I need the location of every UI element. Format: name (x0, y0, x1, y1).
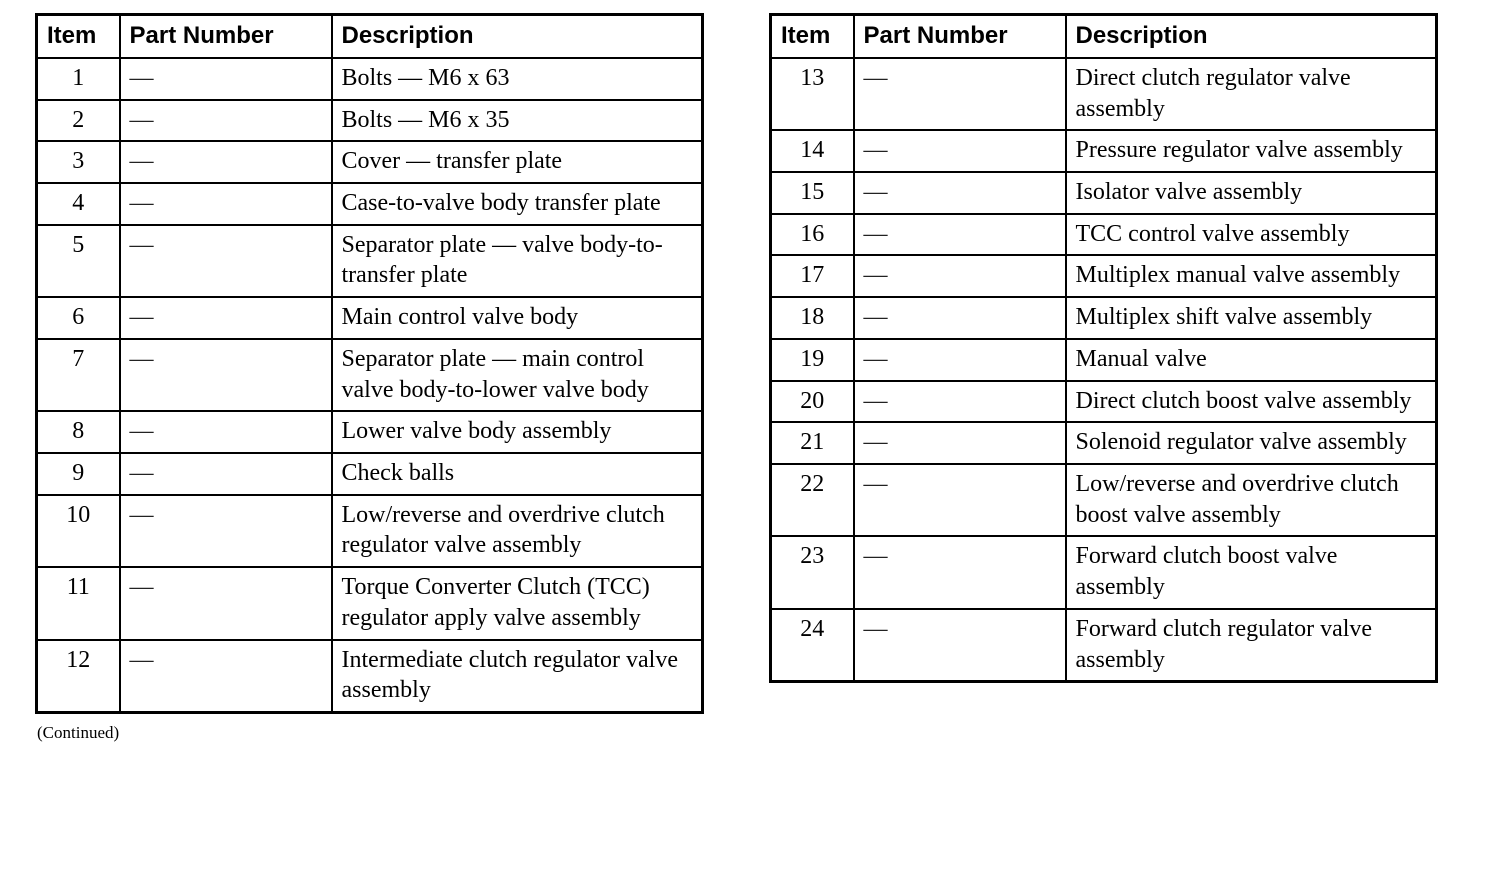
part-number-cell: — (854, 536, 1066, 608)
description-cell: TCC control valve assembly (1066, 214, 1437, 256)
item-cell: 11 (37, 567, 120, 639)
part-number-cell: — (120, 567, 332, 639)
description-cell: Isolator valve assembly (1066, 172, 1437, 214)
item-cell: 14 (771, 130, 854, 172)
table-row (771, 536, 1437, 608)
item-cell: 23 (771, 536, 854, 608)
part-number-cell: — (120, 141, 332, 183)
item-cell: 15 (771, 172, 854, 214)
tables-row (35, 13, 1504, 714)
table-row (771, 214, 1437, 256)
description-cell: Check balls (332, 453, 703, 495)
item-column-header: Item (771, 15, 854, 58)
table-row (37, 495, 703, 567)
item-cell: 6 (37, 297, 120, 339)
description-cell: Pressure regulator valve assembly (1066, 130, 1437, 172)
description-column-header: Description (1066, 15, 1437, 58)
table-row (37, 183, 703, 225)
description-cell: Bolts — M6 x 63 (332, 58, 703, 100)
description-cell: Separator plate — valve body-to-transfer plate (332, 225, 703, 297)
description-cell: Direct clutch boost valve assembly (1066, 381, 1437, 423)
item-cell: 8 (37, 411, 120, 453)
item-cell: 9 (37, 453, 120, 495)
item-cell: 7 (37, 339, 120, 411)
part-number-cell: — (120, 640, 332, 713)
item-cell: 19 (771, 339, 854, 381)
description-cell: Cover — transfer plate (332, 141, 703, 183)
part-number-cell: — (854, 609, 1066, 682)
description-cell: Solenoid regulator valve assembly (1066, 422, 1437, 464)
item-cell: 16 (771, 214, 854, 256)
part-number-cell: — (854, 130, 1066, 172)
continued-label: (Continued) (37, 723, 120, 743)
part-number-cell: — (854, 255, 1066, 297)
item-cell: 20 (771, 381, 854, 423)
part-number-cell: — (854, 58, 1066, 130)
description-column-header: Description (332, 15, 703, 58)
table-row (771, 172, 1437, 214)
description-cell: Multiplex manual valve assembly (1066, 255, 1437, 297)
part-number-cell: — (854, 422, 1066, 464)
item-cell: 18 (771, 297, 854, 339)
part-number-cell: — (120, 339, 332, 411)
part-number-cell: — (120, 495, 332, 567)
item-cell: 17 (771, 255, 854, 297)
item-cell: 1 (37, 58, 120, 100)
description-cell: Forward clutch boost valve assembly (1066, 536, 1437, 608)
item-cell: 24 (771, 609, 854, 682)
part-number-cell: — (120, 58, 332, 100)
item-cell: 12 (37, 640, 120, 713)
description-cell: Main control valve body (332, 297, 703, 339)
item-cell: 5 (37, 225, 120, 297)
table-row (771, 58, 1437, 130)
description-cell: Separator plate — main control valve body-to-lower valve body (332, 339, 703, 411)
description-cell: Forward clutch regulator valve assembly (1066, 609, 1437, 682)
part-number-cell: — (120, 100, 332, 142)
item-cell: 3 (37, 141, 120, 183)
table-row (771, 464, 1437, 536)
part-number-cell: — (854, 464, 1066, 536)
table-row (771, 609, 1437, 682)
part-number-column-header: Part Number (120, 15, 332, 58)
header-row (771, 15, 1437, 58)
item-cell: 21 (771, 422, 854, 464)
table-row (37, 567, 703, 639)
part-number-cell: — (854, 172, 1066, 214)
table-row (771, 381, 1437, 423)
item-column-header: Item (37, 15, 120, 58)
table-row (771, 422, 1437, 464)
part-number-cell: — (854, 297, 1066, 339)
item-cell: 4 (37, 183, 120, 225)
table-row (37, 453, 703, 495)
table-row (37, 339, 703, 411)
item-cell: 22 (771, 464, 854, 536)
item-cell: 13 (771, 58, 854, 130)
part-number-cell: — (120, 225, 332, 297)
table-row (37, 640, 703, 713)
part-number-cell: — (120, 411, 332, 453)
table-row (771, 255, 1437, 297)
description-cell: Case-to-valve body transfer plate (332, 183, 703, 225)
parts-table-right (769, 13, 1438, 683)
table-row (771, 339, 1437, 381)
item-cell: 10 (37, 495, 120, 567)
header-row (37, 15, 703, 58)
description-cell: Bolts — M6 x 35 (332, 100, 703, 142)
description-cell: Torque Converter Clutch (TCC) regulator apply valve assembly (332, 567, 703, 639)
part-number-cell: — (854, 381, 1066, 423)
part-number-column-header: Part Number (854, 15, 1066, 58)
description-cell: Multiplex shift valve assembly (1066, 297, 1437, 339)
table-row (37, 297, 703, 339)
part-number-cell: — (854, 214, 1066, 256)
table-row (37, 58, 703, 100)
table-row (771, 130, 1437, 172)
description-cell: Direct clutch regulator valve assembly (1066, 58, 1437, 130)
table-row (37, 411, 703, 453)
part-number-cell: — (120, 183, 332, 225)
table-row (771, 297, 1437, 339)
description-cell: Intermediate clutch regulator valve assembly (332, 640, 703, 713)
part-number-cell: — (120, 297, 332, 339)
part-number-cell: — (120, 453, 332, 495)
description-cell: Lower valve body assembly (332, 411, 703, 453)
description-cell: Manual valve (1066, 339, 1437, 381)
table-row (37, 100, 703, 142)
parts-table-left (35, 13, 704, 714)
description-cell: Low/reverse and overdrive clutch regulator valve assembly (332, 495, 703, 567)
table-row (37, 225, 703, 297)
item-cell: 2 (37, 100, 120, 142)
table-row (37, 141, 703, 183)
description-cell: Low/reverse and overdrive clutch boost valve assembly (1066, 464, 1437, 536)
part-number-cell: — (854, 339, 1066, 381)
